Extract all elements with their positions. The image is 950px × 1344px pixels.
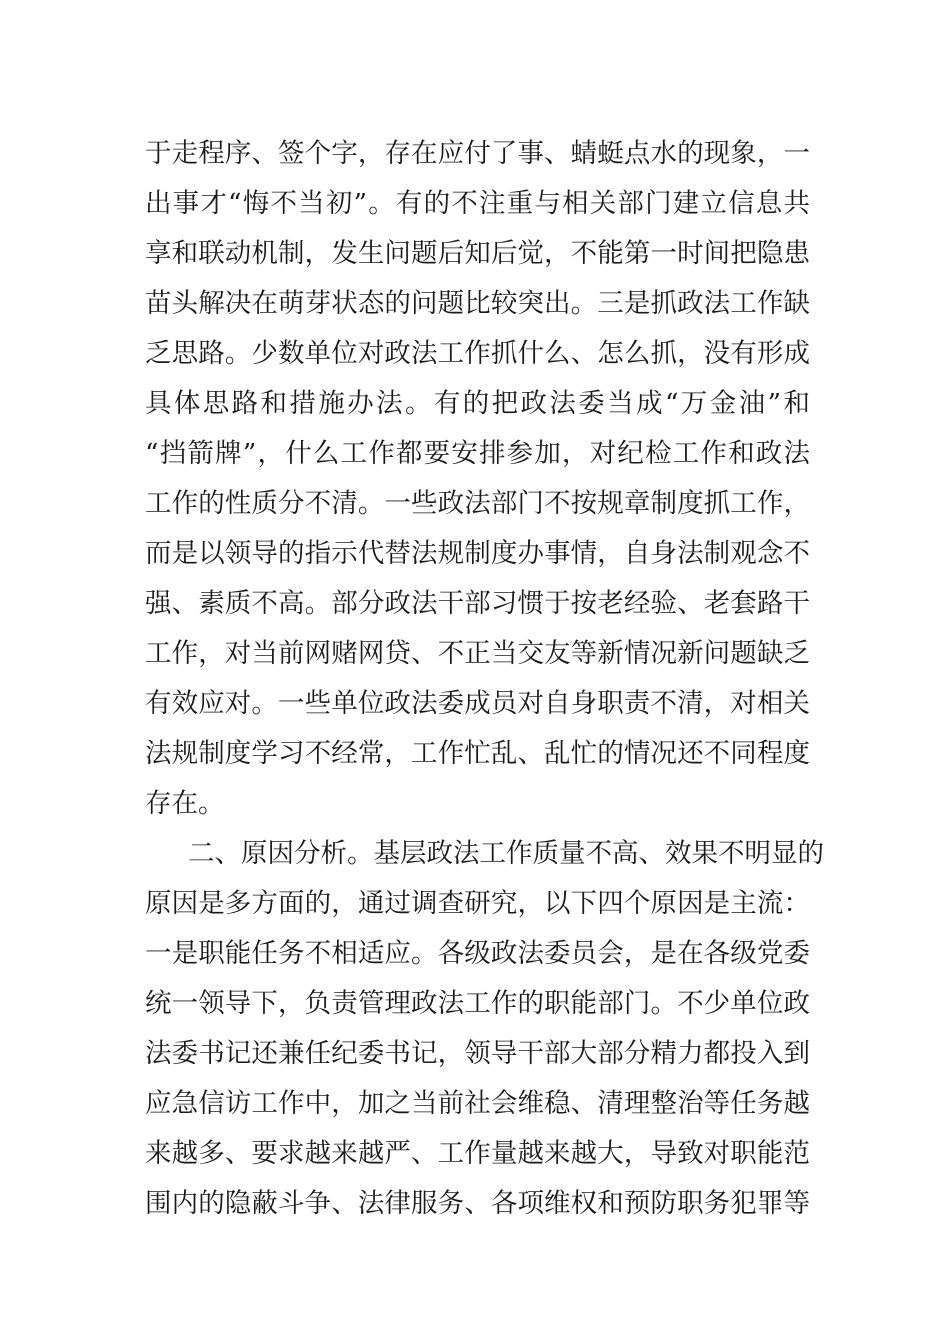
text-line: 应急信访工作中，加之当前社会维稳、清理整治等任务越: [145, 1088, 810, 1119]
text-line: 出事才“悔不当初”。有的不注重与相关部门建立信息共: [145, 188, 810, 219]
text-line: 围内的隐蔽斗争、法律服务、各项维权和预防职务犯罪等: [145, 1188, 810, 1219]
text-line: 存在。: [145, 788, 225, 819]
text-line: 法规制度学习不经常，工作忙乱、乱忙的情况还不同程度: [145, 738, 810, 769]
text-line: 法委书记还兼任纪委书记，领导干部大部分精力都投入到: [145, 1038, 810, 1069]
text-line: 一是职能任务不相适应。各级政法委员会，是在各级党委: [145, 938, 810, 969]
text-line: 享和联动机制，发生问题后知后觉，不能第一时间把隐患: [145, 238, 810, 269]
text-line: 强、素质不高。部分政法干部习惯于按老经验、老套路干: [145, 588, 810, 619]
paragraph-first-line: 二、原因分析。基层政法工作质量不高、效果不明显的: [188, 838, 824, 869]
text-line: 来越多、要求越来越严、工作量越来越大，导致对职能范: [145, 1138, 810, 1169]
text-line: 具体思路和措施办法。有的把政法委当成“万金油”和: [145, 388, 810, 419]
text-line: 工作的性质分不清。一些政法部门不按规章制度抓工作，: [145, 488, 810, 519]
text-line: 而是以领导的指示代替法规制度办事情，自身法制观念不: [145, 538, 810, 569]
text-line: 乏思路。少数单位对政法工作抓什么、怎么抓，没有形成: [145, 338, 810, 369]
text-line: 苗头解决在萌芽状态的问题比较突出。三是抓政法工作缺: [145, 288, 810, 319]
text-line: 原因是多方面的，通过调查研究，以下四个原因是主流：: [145, 888, 810, 919]
text-line: 统一领导下，负责管理政法工作的职能部门。不少单位政: [145, 988, 810, 1019]
text-line: 有效应对。一些单位政法委成员对自身职责不清，对相关: [145, 688, 810, 719]
text-line: 工作，对当前网赌网贷、不正当交友等新情况新问题缺乏: [145, 638, 810, 669]
text-line: 于走程序、签个字，存在应付了事、蜻蜓点水的现象，一: [145, 138, 810, 169]
body-text: [145, 129, 824, 1229]
text-line: “挡箭牌”，什么工作都要安排参加，对纪检工作和政法: [145, 438, 810, 469]
